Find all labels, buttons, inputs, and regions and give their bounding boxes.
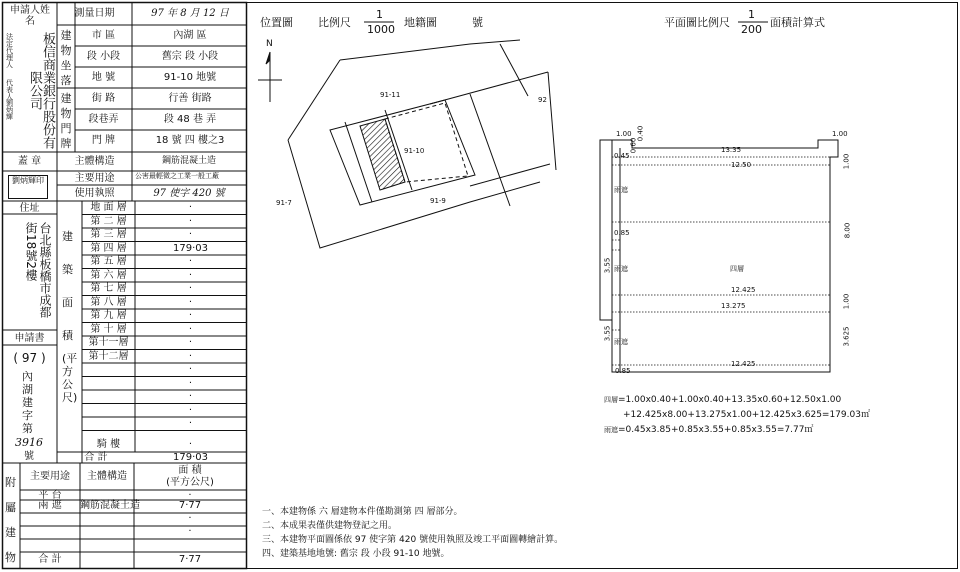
door-side-label: 建物門牌 [60,92,72,150]
address-value: 台北縣板橋市成都街18號2樓 [24,222,52,318]
note-3: 三、本建物平面圖係依 97 使字第 420 號使用執照及竣工平面圖轉繪計算。 [262,535,564,545]
city-value: 內湖 區 [173,30,207,41]
lot-value: 91-10 地號 [163,72,217,83]
survey-date-label: 測量日期 [74,8,115,19]
annex-header-unit: (平方公尺) [166,477,214,488]
note-4: 四、建築基地地號: 舊宗 段 小段 91-10 地號。 [262,549,450,559]
floor-name: 第 五 層 [90,256,127,267]
annex-area: · [188,526,192,537]
structure-label: 主體構造 [74,156,115,167]
map-no-label: 號 [472,16,483,29]
floor-name: 第 二 層 [90,215,127,227]
location-side-label: 建物坐落 [60,29,72,87]
floor-area-value: · [188,256,193,267]
dim-16: 3.625 [842,326,851,347]
floor-area-value: · [188,310,193,321]
annex-header-area: 面 積 [178,465,202,476]
applicant-label: 申請人姓名 [10,5,50,27]
dim-13: 1.00 [842,293,851,310]
dim-2: 0.40 [636,125,645,142]
seal-label: 蓋 章 [17,156,42,167]
floor-area-value: · [188,404,193,416]
dim-18: 0.85 [615,367,631,375]
total-label: 合 計 [84,452,108,463]
dim-6: 12.50 [731,161,752,169]
dim-15: 3.55 [603,325,612,342]
floor-plan-scale-num: 1 [748,8,755,21]
floor-area-value: · [188,283,193,294]
balcony-value: · [188,439,193,450]
structure-value: 鋼筋混凝土造 [161,156,216,166]
dim-3: 1.00 [832,130,848,138]
note-1: 一、本建物係 六 層建物本件僅勘測第 四 層部分。 [262,507,463,517]
floor-name: 第十二層 [88,350,129,362]
location-scale-den: 1000 [367,23,395,36]
lot-label-3: 91-9 [430,197,446,205]
address-label: 住址 [19,203,40,214]
canopy-label-2: 雨遮 [614,265,628,273]
dim-14: 13.275 [721,302,746,310]
floor-area-value: · [188,364,193,375]
floor-name: 第 六 層 [90,269,127,281]
application-number: 3916 [15,436,43,449]
floor-plan-title: 平面圖比例尺 [664,16,730,29]
permit-value: 97 使字 420 號 [153,188,225,199]
formula-line-3 [604,426,813,435]
formula-line-1 [604,396,841,405]
floor-area-value: · [188,350,193,362]
street-label: 街 路 [91,93,116,104]
floor-name: 第 七 層 [90,283,127,294]
dim-11: 3.55 [603,257,612,274]
formula-line-1-text: =1.00x0.40+1.00x0.40+13.35x0.60+12.50x1.00 [618,395,842,405]
dim-10: 8.00 [843,222,852,239]
floor-area-value: · [188,269,193,281]
formula-line-1-label: 四層 [604,396,618,404]
annex-use: 兩 遮 [38,500,62,511]
rep-label: 代表人 [6,79,13,101]
canopy-label-3: 雨遮 [614,338,628,346]
location-map-title: 位置圖 [260,16,293,29]
note-2: 二、本成果表僅供建物登記之用。 [262,521,398,531]
annex-area: · [188,490,192,501]
lot-label-4: 91-7 [276,199,292,207]
annex-header-use: 主要用途 [30,471,70,482]
city-label: 市 區 [91,30,116,41]
annex-area: 7·77 [178,500,202,511]
formula-line-3-text: =0.45x3.85+0.85x3.55+0.85x3.55=7.77㎡ [618,425,814,435]
annex-struct: 鋼筋混凝土造 [80,500,140,511]
legal-rep-label: 法定代理人 [6,33,13,69]
floor-area-value: · [188,215,193,227]
location-scale-label: 比例尺 [318,16,351,29]
annex-header-struct: 主體構造 [87,471,127,482]
building-area-side-label: 建築面積 [62,230,73,342]
dim-5: 0.45 [614,152,630,160]
balcony-label: 騎 樓 [96,439,121,450]
floor-plan-scale-den: 200 [741,23,762,36]
main-use-label: 主要用途 [74,173,115,184]
application-text: 內湖建字第 [22,370,33,435]
application-suffix: 號 [24,451,34,462]
formula-line-3-label: 雨遮 [604,426,618,434]
floor-area-value: · [188,391,193,402]
room-label: 四層 [730,265,744,273]
street-value: 行善 街路 [168,93,212,104]
north-label: N [266,39,273,49]
floor-name: 第十一層 [88,337,129,348]
floor-area-value: · [188,202,193,213]
dim-9: 0.85 [614,229,630,237]
formula-line-2: +12.425x8.00+13.275x1.00+12.425x3.625=179.03㎡ [623,410,870,420]
area-unit-side-label: (平方公尺) [62,352,78,404]
doorno-value: 18 號 四 樓之3 [155,135,225,146]
lot-label-5: 92 [538,96,547,104]
application-year: ( 97 ) [13,351,46,365]
floor-name: 地 面 層 [90,202,127,213]
company-name: 板信商業銀行股份有限公司 [27,31,55,149]
dim-4: 13.35 [721,146,742,154]
floor-area-value: · [188,323,193,335]
rep-name: 劉炳輝 [6,99,13,121]
floor-area-value: · [188,229,193,240]
dim-12: 12.425 [731,286,756,294]
section-label: 段 小段 [86,51,121,62]
seal-stamp-text: 劉炳輝印 [12,176,44,185]
lot-label: 地 號 [91,72,116,83]
annex-use: 平 台 [38,490,62,501]
area-calc-label: 面積計算式 [770,16,825,29]
section-value: 舊宗 段 小段 [161,51,219,62]
annex-total-label: 合 計 [38,554,62,565]
floor-area-value: · [188,337,193,348]
main-use-value: 公害最輕微之工業一般工廠 [135,172,219,180]
cadastral-label: 地籍圖 [404,16,437,29]
floor-area-value: · [188,418,193,429]
canopy-label-1: 雨遮 [614,186,628,194]
floor-name: 第 三 層 [90,229,127,240]
annex-side-label: 附屬建物 [5,476,16,564]
annex-total-value: 7·77 [178,554,202,565]
lot-label-2: 91-10 [404,147,425,155]
dim-7: 0.60 [629,137,638,154]
dim-17: 12.425 [731,360,756,368]
floor-name: 第 八 層 [90,296,127,308]
floor-area-value: · [188,296,193,308]
dim-8: 1.00 [842,153,851,170]
floor-area-value: · [188,377,193,389]
total-value: 179·03 [173,452,208,463]
annex-area: · [188,513,192,524]
floor-name: 第 十 層 [90,323,127,335]
lot-label-1: 91-11 [380,91,401,99]
application-label: 申請書 [14,333,45,344]
dim-1: 1.00 [616,130,632,138]
doorno-label: 門 牌 [91,135,116,146]
floor-name: 第 九 層 [90,310,127,321]
survey-date-value: 97 年 8 月 12 日 [151,8,229,19]
lane-label: 段巷弄 [88,114,119,125]
floor-name: 第 四 層 [90,242,127,254]
floor-area-value: 179·03 [173,242,208,254]
lane-value: 段 48 巷 弄 [163,114,217,125]
location-scale-num: 1 [376,8,383,21]
permit-label: 使用執照 [74,188,115,199]
